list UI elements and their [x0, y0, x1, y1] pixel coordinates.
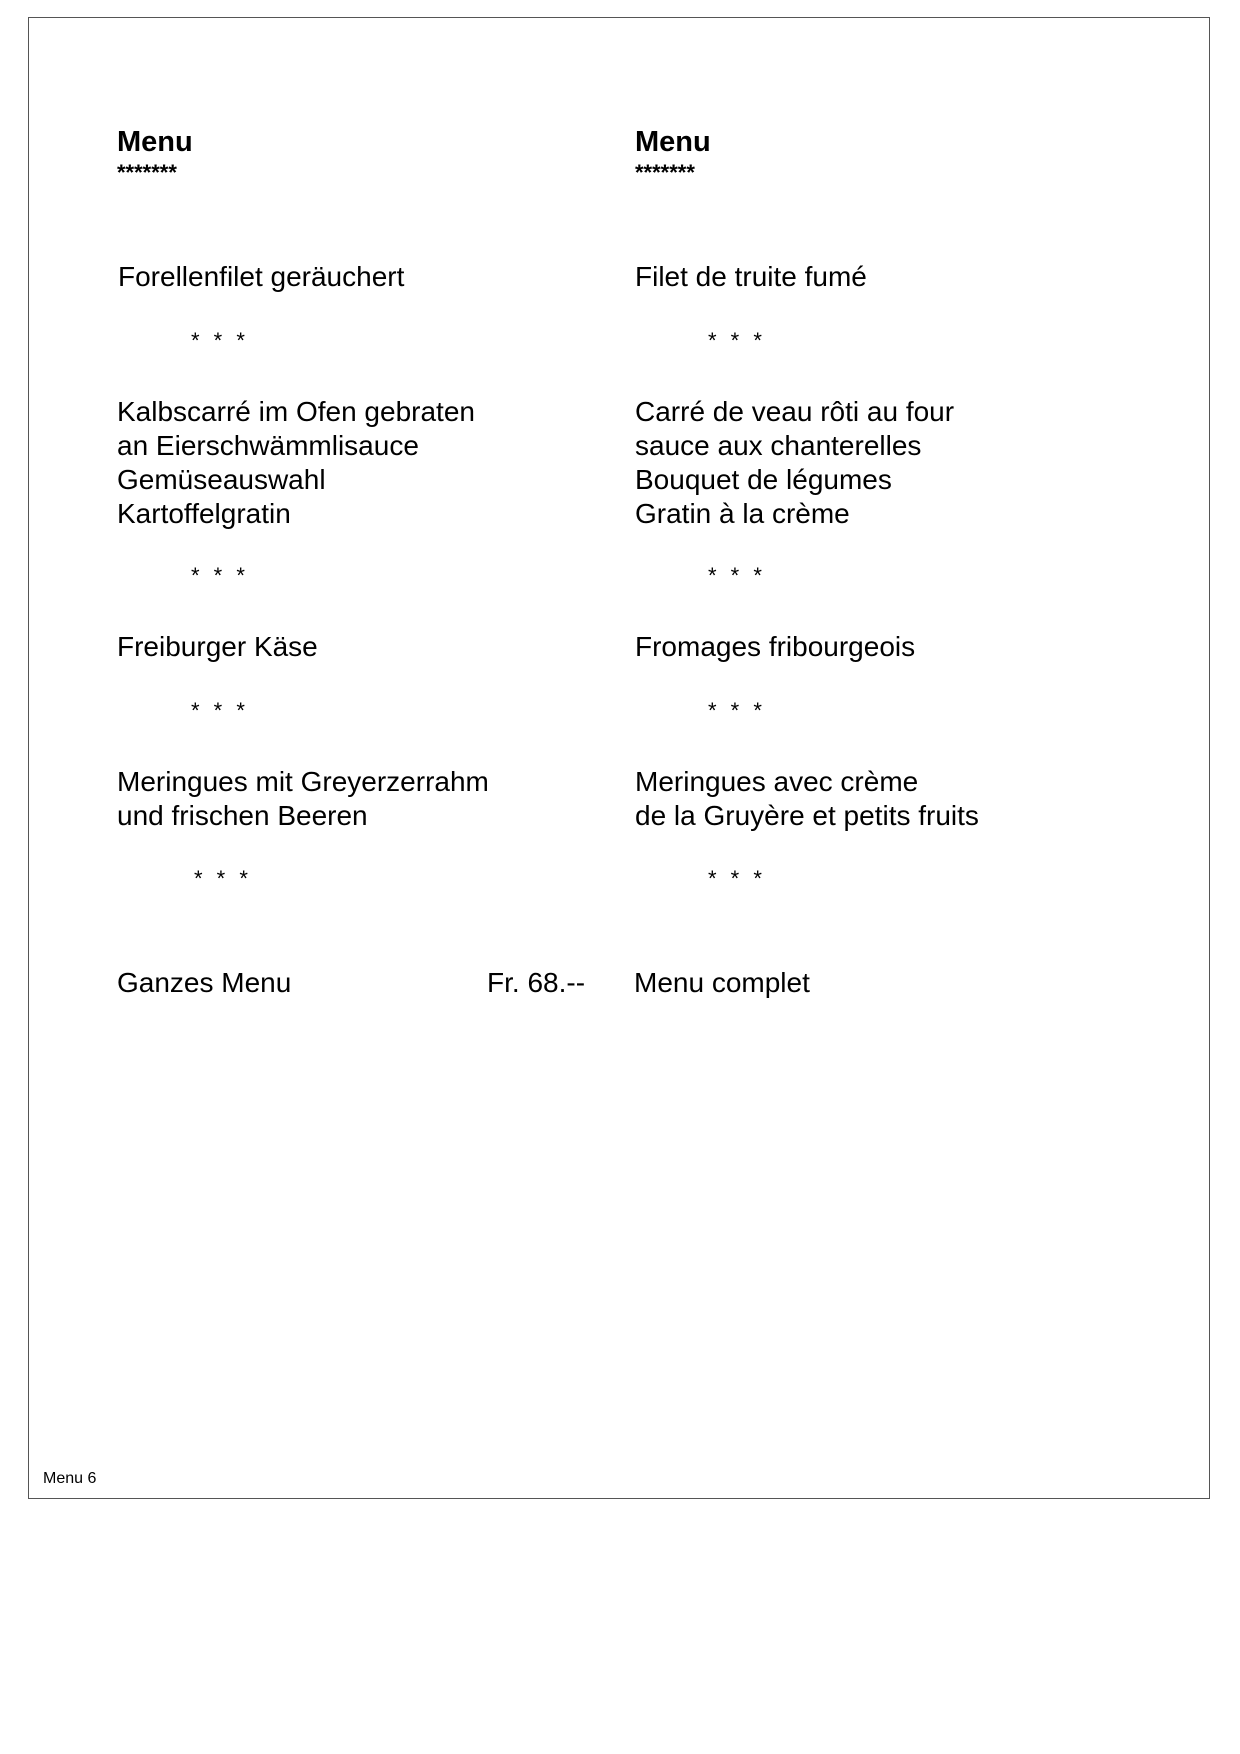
german-title: Menu: [117, 126, 193, 158]
german-total-label: Ganzes Menu: [117, 967, 292, 998]
german-course-4-line-1: Meringues mit Greyerzerrahm: [117, 766, 489, 797]
french-total-label: Menu complet: [634, 967, 810, 998]
french-course-4-line-1: Meringues avec crème: [635, 766, 919, 797]
german-separator-3: * * *: [191, 698, 249, 723]
french-course-2-line-2: sauce aux chanterelles: [635, 430, 922, 461]
menu-price: Fr. 68.--: [487, 967, 586, 998]
page-footer: Menu 6: [43, 1470, 97, 1487]
german-separator-1: * * *: [191, 328, 249, 353]
french-separator-3: * * *: [708, 698, 766, 723]
german-separator-2: * * *: [191, 563, 249, 588]
french-separator-2: * * *: [708, 563, 766, 588]
french-course-1: Filet de truite fumé: [635, 261, 867, 292]
french-course-2-line-3: Bouquet de légumes: [635, 464, 892, 495]
german-course-2-line-2: an Eierschwämmlisauce: [117, 430, 419, 461]
german-title-rule: *******: [117, 160, 177, 185]
german-course-2-line-3: Gemüseauswahl: [117, 464, 326, 495]
german-course-2-line-1: Kalbscarré im Ofen gebraten: [117, 396, 475, 427]
page-frame: [28, 17, 1210, 1499]
french-separator-1: * * *: [708, 328, 766, 353]
french-title: Menu: [635, 126, 711, 158]
german-course-4-line-2: und frischen Beeren: [117, 800, 368, 831]
french-separator-4: * * *: [708, 866, 766, 891]
french-course-4-line-2: de la Gruyère et petits fruits: [635, 800, 979, 831]
french-course-2-line-4: Gratin à la crème: [635, 498, 850, 529]
german-separator-4: * * *: [194, 866, 252, 891]
german-course-3: Freiburger Käse: [117, 631, 318, 662]
french-course-3: Fromages fribourgeois: [635, 631, 916, 662]
french-title-rule: *******: [635, 160, 695, 185]
german-course-2-line-4: Kartoffelgratin: [117, 498, 291, 529]
german-course-1: Forellenfilet geräuchert: [118, 261, 405, 292]
french-course-2-line-1: Carré de veau rôti au four: [635, 396, 955, 427]
